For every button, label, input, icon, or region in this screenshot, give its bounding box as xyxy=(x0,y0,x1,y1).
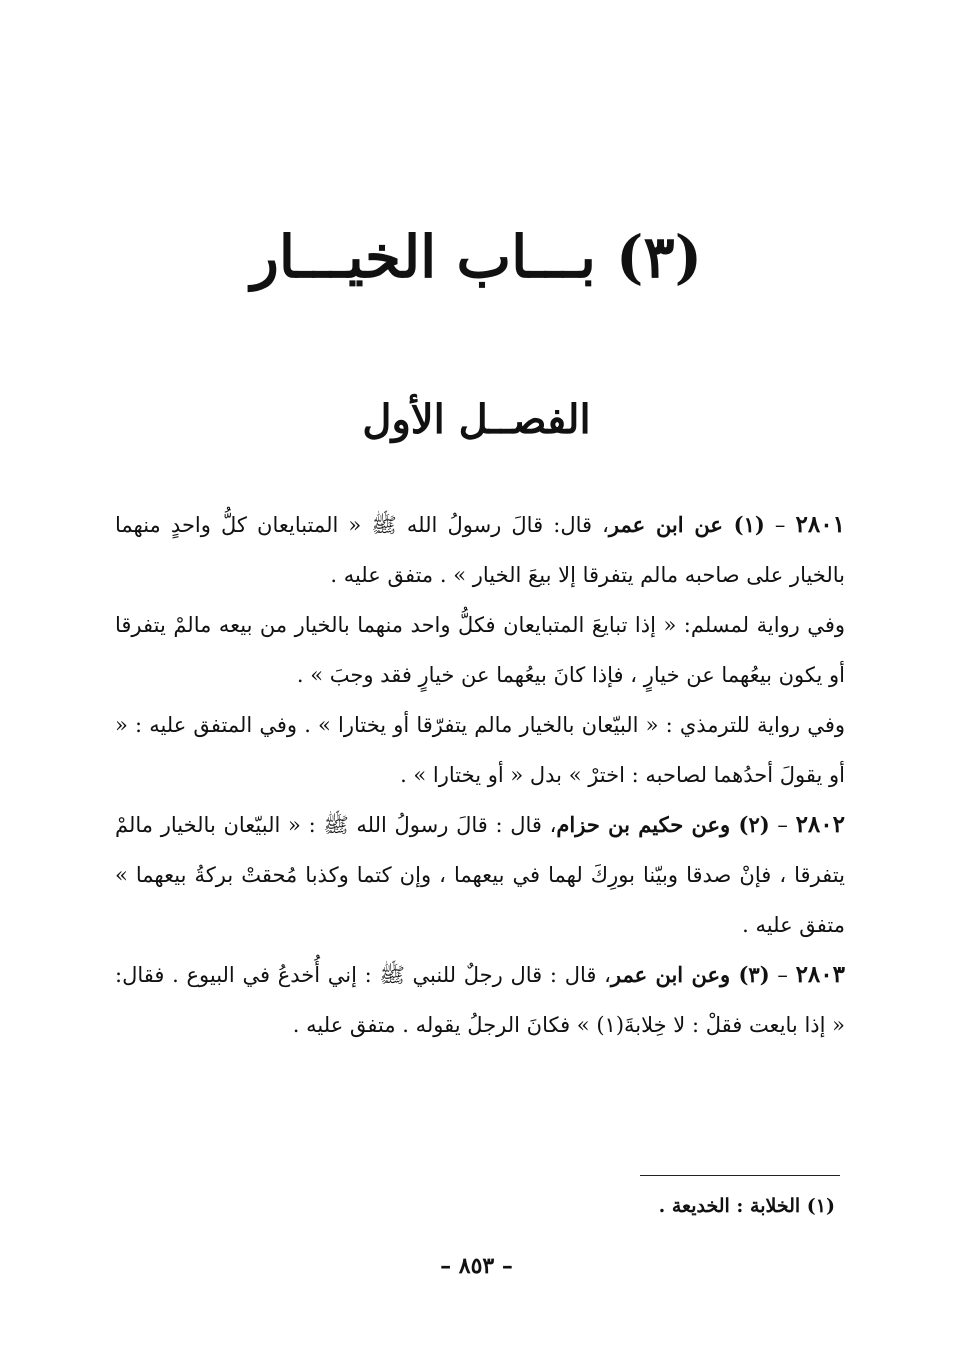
body-text xyxy=(115,500,845,1050)
section-title: الفصــل الأول xyxy=(362,396,591,443)
hadith-reference: (٢) وعن حكيم بن حزام xyxy=(556,812,770,837)
hadith-text: وفي رواية لمسلم: « إذا تبايعَ المتبايعان فكلُّ واحد منهما بالخيار من بيعه مالمْ يتفرقا أو يكون بيعُهما عن خيارٍ ، فإذا كانَ بيعُهما عن خيارٍ فقد وجبَ » . xyxy=(115,613,845,687)
hadith-number: ٢٨٠٣ xyxy=(795,961,845,988)
dash: – xyxy=(769,963,788,987)
hadith-paragraph xyxy=(115,800,845,950)
hadith-reference: (١) عن ابن عمر xyxy=(608,512,765,537)
hadith-text: ، قال : قالَ رسولُ الله ﷺ : « البيّعان بالخيار مالمْ يتفرقا ، فإنْ صدقا وبيّنا بورِكَ لهما في بيعهما ، وإن كتما وكذبا مُحقتْ بركةُ بيعهما » متفق عليه . xyxy=(115,813,845,937)
dash: – xyxy=(769,813,788,837)
hadith-number: ٢٨٠٢ xyxy=(795,811,845,838)
page-number: – ٨٥٣ – xyxy=(440,1253,513,1279)
chapter-title: (٣) بـــاب الخيـــار xyxy=(250,223,703,291)
hadith-number: ٢٨٠١ xyxy=(795,511,845,538)
hadith-paragraph xyxy=(115,700,845,800)
hadith-paragraph xyxy=(115,600,845,700)
hadith-text: ، قال: قالَ رسولُ الله ﷺ « المتبايعان كلُّ واحدٍ منهما بالخيار على صاحبه مالم يتفرقا إلا بيعَ الخيار » . متفق عليه . xyxy=(115,513,845,587)
hadith-paragraph xyxy=(115,950,845,1050)
hadith-text: ، قال : قال رجلٌ للنبي ﷺ : إني أُخدعُ في البيوع . فقال: « إذا بايعت فقلْ : لا خِلابةَ(١) » فكانَ الرجلُ يقوله . متفق عليه . xyxy=(115,963,845,1037)
hadith-reference: (٣) وعن ابن عمر xyxy=(610,962,770,987)
footnote-divider xyxy=(640,1175,840,1176)
footnote: (١) الخلابة : الخديعة . xyxy=(658,1195,835,1217)
hadith-text: وفي رواية للترمذي : « البيّعان بالخيار مالم يتفرّقا أو يختارا » . وفي المتفق عليه : « أو يقولَ أحدُهما لصاحبه : اخترْ » بدل « أو يختارا » . xyxy=(115,713,845,787)
hadith-paragraph xyxy=(115,500,845,600)
dash: – xyxy=(764,513,786,537)
